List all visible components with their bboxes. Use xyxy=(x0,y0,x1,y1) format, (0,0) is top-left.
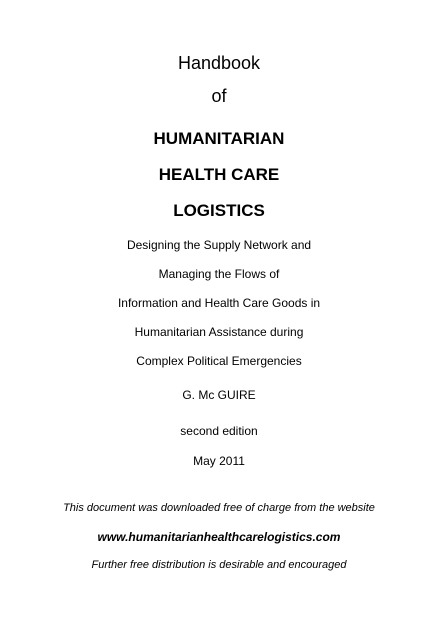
subtitle-line-2: Managing the Flows of xyxy=(158,267,280,281)
website-link[interactable]: www.humanitarianhealthcarelogistics.com xyxy=(97,530,341,544)
handbook-heading: Handbook xyxy=(177,53,261,73)
subtitle-line-1: Designing the Supply Network and xyxy=(126,238,312,252)
publication-date: May 2011 xyxy=(193,454,245,468)
subtitle-line-3: Information and Health Care Goods in xyxy=(117,296,321,310)
author: G. Mc GUIRE xyxy=(182,388,256,402)
title-line-2: HEALTH CARE xyxy=(158,165,280,184)
download-notice: This document was downloaded free of charge from the website xyxy=(63,502,375,514)
title-line-1: HUMANITARIAN xyxy=(153,129,285,148)
of-heading: of xyxy=(211,86,227,106)
subtitle-line-4: Humanitarian Assistance during xyxy=(134,325,304,339)
distribution-notice: Further free distribution is desirable and encouraged xyxy=(91,559,347,571)
edition: second edition xyxy=(180,424,258,438)
title-line-3: LOGISTICS xyxy=(173,201,265,220)
subtitle-line-5: Complex Political Emergencies xyxy=(136,354,302,368)
